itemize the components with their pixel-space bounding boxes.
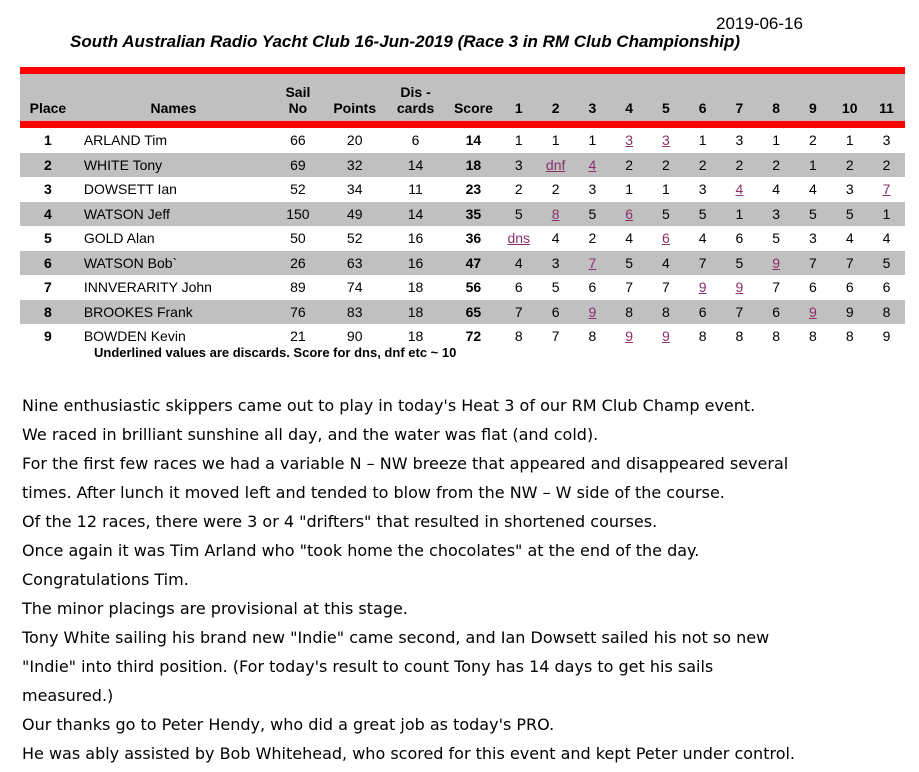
- score-cell: 56: [465, 279, 482, 296]
- race-result: 8: [735, 328, 744, 345]
- race-result: 2: [845, 156, 854, 173]
- race-result: 6: [772, 303, 781, 320]
- discarded-result: 9: [698, 279, 707, 296]
- race-3-result-cell: [574, 251, 611, 276]
- race-4-result-cell: [611, 324, 648, 349]
- race-result: 1: [551, 132, 560, 149]
- race-result: 1: [735, 205, 744, 222]
- race-10-result-cell: [831, 300, 868, 325]
- race-result: 5: [882, 254, 891, 271]
- table-row: [20, 251, 905, 276]
- report-line: Our thanks go to Peter Hendy, who did a great job as today's PRO.: [22, 715, 555, 734]
- race-result: 8: [662, 303, 670, 320]
- race-11-result-cell: [868, 324, 905, 349]
- race-11-result-cell: [868, 275, 905, 300]
- race-11-result-cell: [868, 202, 905, 227]
- race-result: 1: [845, 132, 854, 149]
- column-header-names: Names: [76, 74, 271, 121]
- race-2-result-cell: [537, 153, 574, 178]
- race-result: 2: [698, 156, 707, 173]
- race-result: 5: [698, 205, 707, 222]
- column-header-score: Score: [446, 74, 500, 121]
- race-9-result-cell: [795, 153, 832, 178]
- race-5-result-cell: [648, 226, 685, 251]
- race-11-result-cell: [868, 300, 905, 325]
- race-result: 8: [845, 328, 854, 345]
- skipper-name-cell: WATSON Bob`: [76, 251, 271, 276]
- race-result: 4: [809, 181, 817, 198]
- discarded-result: 7: [882, 181, 891, 198]
- race-4-result-cell: [611, 153, 648, 178]
- race-1-result-cell: [500, 300, 537, 325]
- race-result: 2: [551, 181, 560, 198]
- race-9-result-cell: [795, 275, 832, 300]
- race-8-result-cell: [758, 153, 795, 178]
- discarded-result: 9: [625, 328, 634, 345]
- race-3-result-cell: [574, 177, 611, 202]
- report-line: Congratulations Tim.: [22, 570, 189, 589]
- race-7-result-cell: [721, 251, 758, 276]
- sail-no-cell: 26: [271, 251, 325, 276]
- column-header-discards: Dis - cards: [385, 74, 447, 121]
- race-result: 6: [882, 279, 891, 296]
- discards-cell: 18: [385, 300, 447, 325]
- race-result: 1: [698, 132, 707, 149]
- report-line: We raced in brilliant sunshine all day, and the water was flat (and cold).: [22, 425, 599, 444]
- race-result: 3: [845, 181, 854, 198]
- discards-cell: 14: [385, 202, 447, 227]
- race-1-result-cell: [500, 128, 537, 153]
- skipper-name-cell: GOLD Alan: [83, 230, 155, 247]
- race-3-result-cell: [574, 202, 611, 227]
- race-3-result-cell: [574, 324, 611, 349]
- race-result: 2: [625, 156, 634, 173]
- score-cell: 65: [446, 300, 500, 325]
- table-top-rule: [20, 67, 905, 74]
- race-result: 7: [845, 254, 854, 271]
- race-result: 7: [735, 303, 744, 320]
- race-result: 8: [772, 328, 781, 345]
- race-result: 9: [845, 303, 854, 320]
- race-9-result-cell: [795, 226, 832, 251]
- race-2-result-cell: [537, 324, 574, 349]
- race-result: 2: [662, 156, 670, 173]
- race-1-result-cell: [500, 153, 537, 178]
- race-4-result-cell: [611, 226, 648, 251]
- column-header-sail-no: Sail No: [271, 74, 325, 121]
- sail-no-cell: 76: [271, 300, 325, 325]
- race-11-result-cell: [868, 128, 905, 153]
- race-result: 8: [809, 328, 817, 345]
- race-2-result-cell: [537, 251, 574, 276]
- report-line: Tony White sailing his brand new "Indie" came second, and Ian Dowsett sailed his not so new: [22, 628, 770, 647]
- race-result: 5: [662, 205, 670, 222]
- race-6-result-cell: [684, 226, 721, 251]
- discarded-result: 9: [662, 328, 670, 345]
- race-result: 5: [735, 254, 744, 271]
- place-cell: 8: [20, 300, 76, 325]
- race-result: 7: [625, 279, 634, 296]
- report-line: Once again it was Tim Arland who "took home the chocolates" at the end of the day.: [22, 541, 700, 560]
- place-cell: 1: [44, 132, 52, 149]
- column-header-race-11: 11: [868, 74, 905, 121]
- race-3-result-cell: [574, 275, 611, 300]
- score-cell: 72: [465, 328, 482, 345]
- race-result: 5: [551, 279, 560, 296]
- sail-no-cell: 89: [290, 279, 306, 296]
- race-10-result-cell: [831, 251, 868, 276]
- column-header-race-6: 6: [684, 74, 721, 121]
- race-7-result-cell: [721, 226, 758, 251]
- score-cell: 23: [465, 181, 482, 198]
- place-cell: 6: [20, 251, 76, 276]
- race-4-result-cell: [611, 202, 648, 227]
- race-10-result-cell: [831, 153, 868, 178]
- points-cell: 90: [346, 328, 363, 345]
- table-header-row: [20, 74, 905, 121]
- place-cell: 9: [44, 328, 52, 345]
- race-result: 2: [809, 132, 817, 149]
- race-result: 3: [551, 254, 560, 271]
- race-result: 2: [735, 156, 744, 173]
- race-8-result-cell: [758, 128, 795, 153]
- race-5-result-cell: [648, 275, 685, 300]
- sail-no-cell: 150: [271, 202, 325, 227]
- race-result: 5: [514, 205, 523, 222]
- race-1-result-cell: [500, 177, 537, 202]
- skipper-name-cell: BOWDEN Kevin: [83, 328, 186, 345]
- header-divider-rule: [20, 121, 905, 128]
- race-6-result-cell: [684, 251, 721, 276]
- race-9-result-cell: [795, 300, 832, 325]
- race-result: 5: [588, 205, 597, 222]
- report-line: He was ably assisted by Bob Whitehead, who scored for this event and kept Peter under control.: [22, 744, 796, 763]
- table-row: [20, 128, 905, 153]
- race-result: 3: [772, 205, 781, 222]
- discarded-result: 4: [735, 181, 744, 198]
- race-result: 7: [698, 254, 707, 271]
- skipper-name-cell: WHITE Tony: [76, 153, 271, 178]
- score-cell: 36: [465, 230, 482, 247]
- score-cell: 47: [446, 251, 500, 276]
- sail-no-cell: 50: [290, 230, 306, 247]
- race-result: 7: [514, 303, 523, 320]
- place-cell: 5: [44, 230, 52, 247]
- race-result: 4: [514, 254, 523, 271]
- race-result: 6: [588, 279, 597, 296]
- race-result: 6: [735, 230, 744, 247]
- race-result: 9: [882, 328, 891, 345]
- race-result: 8: [514, 328, 523, 345]
- race-9-result-cell: [795, 177, 832, 202]
- race-2-result-cell: [537, 177, 574, 202]
- column-header-place: Place: [20, 74, 76, 121]
- race-6-result-cell: [684, 324, 721, 349]
- place-cell: 4: [20, 202, 76, 227]
- race-result: 6: [514, 279, 523, 296]
- race-4-result-cell: [611, 251, 648, 276]
- report-line: For the first few races we had a variable N – NW breeze that appeared and disappeared several: [22, 454, 789, 473]
- points-cell: 32: [325, 153, 385, 178]
- score-cell: 18: [446, 153, 500, 178]
- column-header-race-2: 2: [537, 74, 574, 121]
- table-row: [20, 177, 905, 202]
- points-cell: 52: [346, 230, 363, 247]
- column-header-race-9: 9: [795, 74, 832, 121]
- race-2-result-cell: [537, 300, 574, 325]
- race-8-result-cell: [758, 324, 795, 349]
- race-result: 8: [882, 303, 891, 320]
- discards-cell: 16: [385, 251, 447, 276]
- race-result: 7: [662, 279, 670, 296]
- race-10-result-cell: [831, 324, 868, 349]
- race-result: 2: [772, 156, 781, 173]
- race-result: 2: [588, 230, 597, 247]
- skipper-name-cell: ARLAND Tim: [83, 132, 168, 149]
- race-4-result-cell: [611, 300, 648, 325]
- race-10-result-cell: [831, 202, 868, 227]
- race-3-result-cell: [574, 128, 611, 153]
- report-line: measured.): [22, 686, 114, 705]
- column-header-race-1: 1: [500, 74, 537, 121]
- race-result: 4: [625, 230, 634, 247]
- race-result: 1: [514, 132, 523, 149]
- sail-no-cell: 52: [290, 181, 306, 198]
- race-7-result-cell: [721, 300, 758, 325]
- race-4-result-cell: [611, 275, 648, 300]
- race-10-result-cell: [831, 177, 868, 202]
- race-result: 3: [698, 181, 707, 198]
- race-1-result-cell: [500, 226, 537, 251]
- race-result: 8: [588, 328, 597, 345]
- race-result: 1: [625, 181, 634, 198]
- race-result: 7: [772, 279, 781, 296]
- race-5-result-cell: [648, 128, 685, 153]
- race-6-result-cell: [684, 128, 721, 153]
- race-8-result-cell: [758, 300, 795, 325]
- race-5-result-cell: [648, 202, 685, 227]
- race-result: 1: [882, 205, 891, 222]
- race-9-result-cell: [795, 251, 832, 276]
- race-result: 3: [735, 132, 744, 149]
- report-date: 2019-06-16: [716, 14, 803, 33]
- report-line: Nine enthusiastic skippers came out to play in today's Heat 3 of our RM Club Champ event.: [22, 396, 756, 415]
- race-7-result-cell: [721, 153, 758, 178]
- race-result: 5: [809, 205, 817, 222]
- race-result: 5: [625, 254, 634, 271]
- race-9-result-cell: [795, 202, 832, 227]
- race-11-result-cell: [868, 153, 905, 178]
- race-result: 2: [514, 181, 523, 198]
- race-5-result-cell: [648, 300, 685, 325]
- race-11-result-cell: [868, 251, 905, 276]
- race-9-result-cell: [795, 324, 832, 349]
- points-cell: 34: [346, 181, 363, 198]
- discarded-result: 8: [551, 205, 560, 222]
- race-5-result-cell: [648, 177, 685, 202]
- column-header-race-7: 7: [721, 74, 758, 121]
- skipper-name-cell: INNVERARITY John: [83, 279, 212, 296]
- race-2-result-cell: [537, 226, 574, 251]
- discards-cell: 18: [407, 328, 424, 345]
- discarded-result: dnf: [545, 156, 566, 173]
- race-1-result-cell: [500, 324, 537, 349]
- race-3-result-cell: [574, 153, 611, 178]
- race-result: 6: [809, 279, 817, 296]
- score-cell: 14: [465, 132, 482, 149]
- race-result: 5: [772, 230, 781, 247]
- race-result: 4: [698, 230, 707, 247]
- points-cell: 20: [346, 132, 363, 149]
- discarded-result: 6: [662, 230, 670, 247]
- sail-no-cell: 21: [290, 328, 306, 345]
- results-body: [20, 128, 905, 349]
- race-result: 5: [845, 205, 854, 222]
- discards-cell: 14: [385, 153, 447, 178]
- race-result: 8: [625, 303, 634, 320]
- race-7-result-cell: [721, 128, 758, 153]
- race-5-result-cell: [648, 324, 685, 349]
- report-line: "Indie" into third position. (For today's result to count Tony has 14 days to get his sails: [22, 657, 714, 676]
- race-result: 3: [809, 230, 817, 247]
- place-cell: 2: [20, 153, 76, 178]
- race-result: 1: [809, 156, 817, 173]
- race-7-result-cell: [721, 275, 758, 300]
- race-result: 7: [809, 254, 817, 271]
- skipper-name-cell: BROOKES Frank: [76, 300, 271, 325]
- discarded-result: 9: [809, 303, 817, 320]
- table-row: [20, 300, 905, 325]
- race-10-result-cell: [831, 128, 868, 153]
- race-6-result-cell: [684, 177, 721, 202]
- discarded-result: 9: [588, 303, 597, 320]
- race-result: 4: [551, 230, 560, 247]
- race-6-result-cell: [684, 275, 721, 300]
- race-result: 6: [845, 279, 854, 296]
- place-cell: 7: [44, 279, 52, 296]
- column-header-race-4: 4: [611, 74, 648, 121]
- points-cell: 63: [325, 251, 385, 276]
- race-result: 4: [882, 230, 891, 247]
- race-6-result-cell: [684, 300, 721, 325]
- race-8-result-cell: [758, 275, 795, 300]
- table-row: [20, 153, 905, 178]
- race-result: 6: [698, 303, 707, 320]
- discarded-result: 9: [772, 254, 781, 271]
- race-6-result-cell: [684, 153, 721, 178]
- discards-cell: 16: [407, 230, 424, 247]
- race-result: 6: [551, 303, 560, 320]
- race-7-result-cell: [721, 177, 758, 202]
- race-9-result-cell: [795, 128, 832, 153]
- race-1-result-cell: [500, 275, 537, 300]
- race-11-result-cell: [868, 226, 905, 251]
- page-title: South Australian Radio Yacht Club 16-Jun-2019 (Race 3 in RM Club Championship): [70, 32, 741, 51]
- results-table: [20, 74, 905, 349]
- race-result: 4: [662, 254, 670, 271]
- report-line: The minor placings are provisional at this stage.: [22, 599, 408, 618]
- race-result: 3: [514, 156, 523, 173]
- race-2-result-cell: [537, 128, 574, 153]
- points-cell: 83: [325, 300, 385, 325]
- table-row: [20, 202, 905, 227]
- race-result: 8: [698, 328, 707, 345]
- discarded-result: 6: [625, 205, 634, 222]
- race-5-result-cell: [648, 153, 685, 178]
- race-2-result-cell: [537, 275, 574, 300]
- race-result: 1: [662, 181, 670, 198]
- points-cell: 49: [325, 202, 385, 227]
- race-3-result-cell: [574, 226, 611, 251]
- race-8-result-cell: [758, 226, 795, 251]
- race-8-result-cell: [758, 177, 795, 202]
- discarded-result: dns: [507, 230, 531, 247]
- points-cell: 74: [346, 279, 363, 296]
- race-result: 4: [772, 181, 781, 198]
- race-result: 1: [588, 132, 597, 149]
- race-result: 3: [588, 181, 597, 198]
- report-line: times. After lunch it moved left and tended to blow from the NW – W side of the course.: [22, 483, 725, 502]
- race-5-result-cell: [648, 251, 685, 276]
- race-1-result-cell: [500, 202, 537, 227]
- race-1-result-cell: [500, 251, 537, 276]
- race-7-result-cell: [721, 202, 758, 227]
- discarded-result: 3: [662, 132, 670, 149]
- race-11-result-cell: [868, 177, 905, 202]
- discard-note: Underlined values are discards. Score for dns, dnf etc ~ 10: [94, 345, 457, 360]
- skipper-name-cell: WATSON Jeff: [76, 202, 271, 227]
- place-cell: 3: [44, 181, 52, 198]
- race-result: 4: [845, 230, 854, 247]
- discarded-result: 7: [588, 254, 597, 271]
- skipper-name-cell: DOWSETT Ian: [83, 181, 177, 198]
- sail-no-cell: 69: [271, 153, 325, 178]
- score-cell: 35: [446, 202, 500, 227]
- column-header-race-3: 3: [574, 74, 611, 121]
- race-result: 2: [882, 156, 891, 173]
- race-8-result-cell: [758, 202, 795, 227]
- race-6-result-cell: [684, 202, 721, 227]
- column-header-points: Points: [325, 74, 385, 121]
- race-7-result-cell: [721, 324, 758, 349]
- discards-cell: 6: [411, 132, 420, 149]
- discards-cell: 18: [407, 279, 424, 296]
- column-header-race-10: 10: [831, 74, 868, 121]
- race-8-result-cell: [758, 251, 795, 276]
- race-result: 7: [551, 328, 560, 345]
- report-line: Of the 12 races, there were 3 or 4 "drifters" that resulted in shortened courses.: [22, 512, 658, 531]
- table-row: [20, 226, 905, 251]
- discarded-result: 9: [735, 279, 744, 296]
- discarded-result: 4: [588, 156, 597, 173]
- race-result: 1: [772, 132, 781, 149]
- discards-cell: 11: [408, 181, 423, 198]
- sail-no-cell: 66: [290, 132, 306, 149]
- column-header-race-5: 5: [648, 74, 685, 121]
- race-2-result-cell: [537, 202, 574, 227]
- race-4-result-cell: [611, 128, 648, 153]
- race-report: [22, 391, 912, 768]
- race-10-result-cell: [831, 226, 868, 251]
- race-3-result-cell: [574, 300, 611, 325]
- race-result: 3: [882, 132, 891, 149]
- discarded-result: 3: [625, 132, 634, 149]
- race-4-result-cell: [611, 177, 648, 202]
- race-10-result-cell: [831, 275, 868, 300]
- column-header-race-8: 8: [758, 74, 795, 121]
- table-row: [20, 275, 905, 300]
